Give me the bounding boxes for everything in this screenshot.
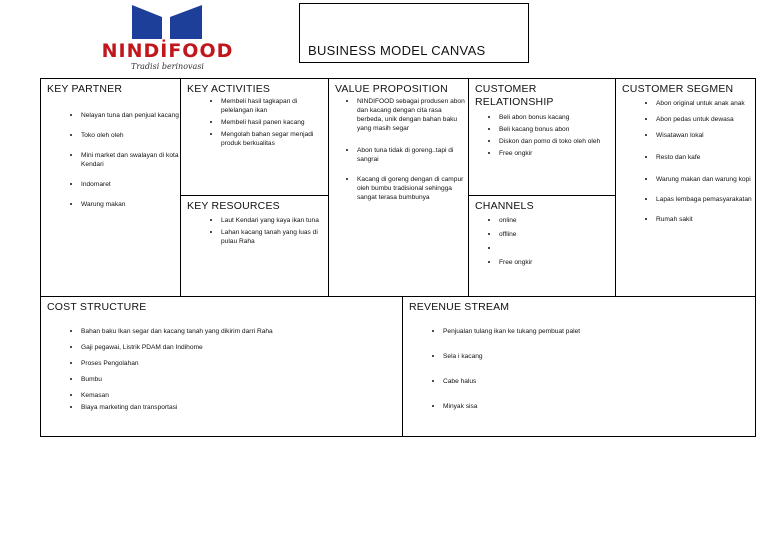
list-item: • Bumbu xyxy=(81,374,402,384)
list-item: • NINDIFOOD sebagai produsen abon dan kacang dengan cita rasa berbeda, unik dengan bahan baku yang masih segar xyxy=(357,96,468,133)
list-item: • Minyak sisa xyxy=(443,401,755,411)
logo-emblem-icon xyxy=(130,4,205,40)
key-partner-section xyxy=(40,78,181,297)
key-resources-list xyxy=(181,215,328,246)
page-title: BUSINESS MODEL CANVAS xyxy=(308,43,486,58)
value-proposition-section xyxy=(328,78,469,297)
list-item: • Laut Kendari yang kaya ikan tuna xyxy=(221,215,328,225)
brand-name: NINDİFOOD xyxy=(101,40,234,62)
customer-segments-section xyxy=(615,78,756,297)
list-item: • Lapas lembaga pemasyarakatan xyxy=(656,194,755,204)
list-item: • Resto dan kafe xyxy=(656,152,755,162)
list-item: • Lahan kacang tanah yang luas di pulau Raha xyxy=(221,227,328,246)
list-item: • Diskon dan pomo di toko oleh oleh xyxy=(499,136,615,146)
key-activities-section xyxy=(180,78,329,196)
list-item: • Beli kacang bonus abon xyxy=(499,124,615,134)
list-item: • Nelayan tuna dan penjual kacang xyxy=(81,110,180,120)
key-activities-title: KEY ACTIVITIES xyxy=(187,83,271,95)
cost-structure-list xyxy=(41,326,402,412)
list-item: • Kemasan xyxy=(81,390,402,400)
list-item: • Abon original untuk anak anak xyxy=(656,98,755,108)
list-item: • Free ongkir xyxy=(499,257,615,267)
list-item: • Mini market dan swalayan di kota Kendari xyxy=(81,150,180,169)
list-item: • Kacang di goreng dengan di campur oleh bumbu tradisional sehingga sangat terasa bumbunya xyxy=(357,174,468,202)
cost-structure-section xyxy=(40,296,403,437)
list-item: • Toko oleh oleh xyxy=(81,130,180,140)
list-item: • Gaji pegawai, Listrik PDAM dan Indihome xyxy=(81,342,402,352)
value-proposition-list xyxy=(329,96,468,202)
list-item: • Wisatawan lokal xyxy=(656,130,755,140)
list-item: • Rumah sakit xyxy=(656,214,755,224)
key-activities-list xyxy=(181,96,328,148)
key-resources-section xyxy=(180,195,329,297)
list-item: • Beli abon bonus kacang xyxy=(499,112,615,122)
revenue-stream-section xyxy=(402,296,756,437)
list-item: • Warung makan xyxy=(81,199,180,209)
business-model-canvas xyxy=(40,78,756,437)
list-item: • Membeli hasil tagkapan di pelelangan ikan xyxy=(221,96,328,115)
list-item: • online xyxy=(499,215,615,225)
list-item: • Indomaret xyxy=(81,179,180,189)
customer-segments-title: CUSTOMER SEGMEN xyxy=(622,83,734,95)
key-partner-list xyxy=(41,110,180,209)
list-item: • Mengolah bahan segar menjadi produk berkualitas xyxy=(221,129,328,148)
revenue-stream-title: REVENUE STREAM xyxy=(409,301,510,313)
list-item: • Penjualan tulang ikan ke tukang pembuat palet xyxy=(443,326,755,336)
channels-list xyxy=(469,215,615,267)
customer-segments-list xyxy=(616,98,755,224)
customer-relationship-title: CUSTOMER RELATIONSHIP xyxy=(475,83,554,108)
list-item: • Bahan baku Ikan segar dan kacang tanah yang dikirim darri Raha xyxy=(81,326,402,336)
cost-structure-title: COST STRUCTURE xyxy=(47,301,147,313)
list-item: • Membeli hasil panen kacang xyxy=(221,117,328,127)
customer-relationship-list xyxy=(469,112,615,158)
revenue-stream-list xyxy=(403,326,755,411)
list-item: • offline xyxy=(499,229,615,239)
customer-relationship-section xyxy=(468,78,616,196)
list-item: • Cabe halus xyxy=(443,376,755,386)
list-item xyxy=(499,243,615,253)
key-partner-title: KEY PARTNER xyxy=(47,83,123,95)
list-item: • Free ongkir xyxy=(499,148,615,158)
list-item: • Biaya marketing dan transportasi xyxy=(81,402,402,412)
list-item: • Sela i kacang xyxy=(443,351,755,361)
list-item: • Proses Pengolahan xyxy=(81,358,402,368)
channels-section xyxy=(468,195,616,297)
value-proposition-title: VALUE PROPOSITION xyxy=(335,83,448,95)
list-item: • Abon tuna tidak di goreng..tapi di sangrai xyxy=(357,145,468,164)
list-item: • Warung makan dan warung kopi xyxy=(656,174,755,184)
title-box xyxy=(299,3,529,63)
channels-title: CHANNELS xyxy=(475,200,534,212)
nindifood-logo xyxy=(60,4,275,76)
brand-tagline: Tradisi berinovasi xyxy=(131,62,204,71)
key-resources-title: KEY RESOURCES xyxy=(187,200,280,212)
list-item: • Abon pedas untuk dewasa xyxy=(656,114,755,124)
